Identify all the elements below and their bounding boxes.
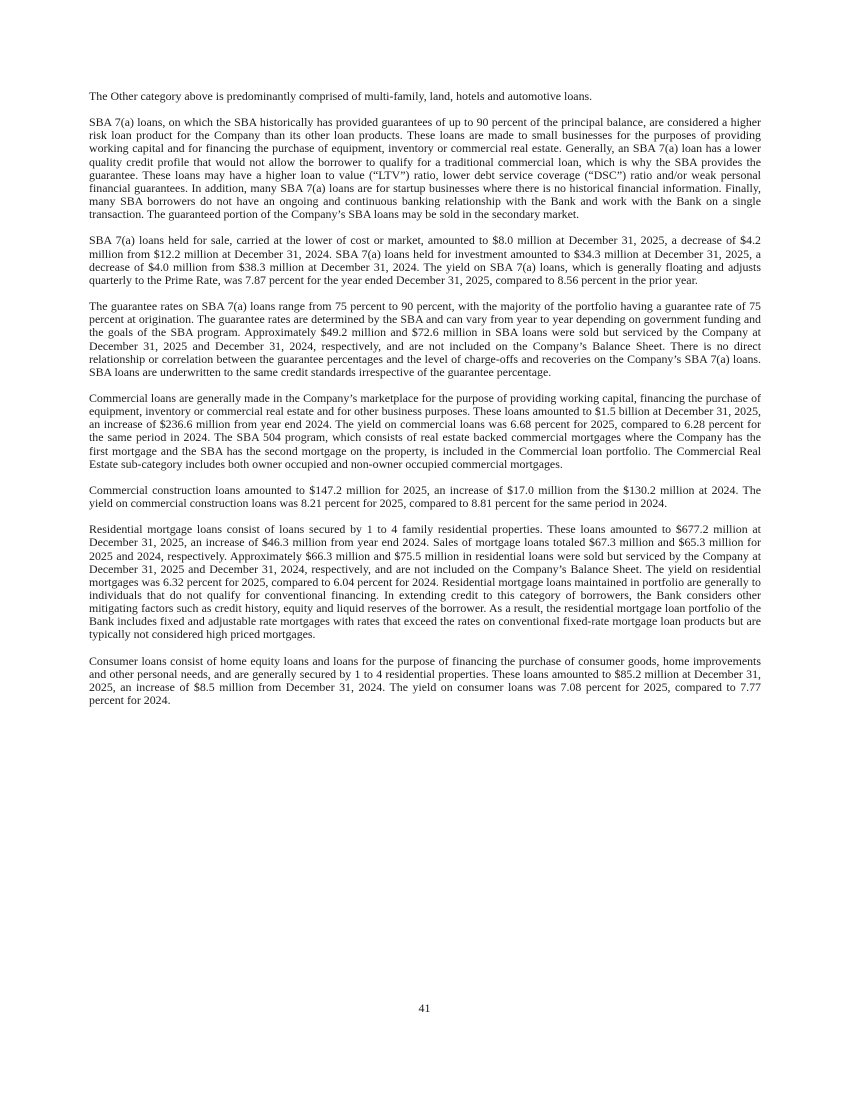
page-number: 41 (418, 1001, 431, 1015)
paragraph-commercial-construction: Commercial construction loans amounted to $147.2 million for 2025, an increase of $17.0 million from the $130.2 million at 2024. The yield on commercial construction loans was 8.21 percent for 2025, compared to 8.81 percent for the same period in 2024. (89, 482, 761, 511)
paragraph-sba-7a-balances: SBA 7(a) loans held for sale, carried at the lower of cost or market, amounted to $8.0 million at December 31, 2025, a decrease of $4.2 million from $12.2 million at December 31, 2024. SBA 7(a) loans held for investment amounted to $34.3 million at December 31, 2025, a decrease of $4.0 million from $38.3 million at December 31, 2024. The yield on SBA 7(a) loans, which is generally floating and adjusts quarterly to the Prime Rate, was 7.87 percent for the year ended December 31, 2025, compared to 8.56 percent in the prior year. (89, 233, 761, 287)
paragraph-commercial-loans: Commercial loans are generally made in the Company’s marketplace for the purpose of providing working capital, financing the purchase of equipment, inventory or commercial real estate and for other business purposes. These loans amounted to $1.5 billion at December 31, 2025, an increase of $236.6 million from year end 2024. The yield on commercial loans was 6.68 percent for 2025, compared to 6.28 percent for the same period in 2024. The SBA 504 program, which consists of real estate backed commercial mortgages where the Company has the first mortgage and the SBA has the second mortgage on the property, is included in the Commercial loan portfolio. The Commercial Real Estate sub-category includes both owner occupied and non-owner occupied commercial mortgages. (89, 390, 761, 471)
document-body (89, 90, 761, 707)
paragraph-sba-7a-overview: SBA 7(a) loans, on which the SBA historically has provided guarantees of up to 90 percent of the principal balance, are considered a higher risk loan product for the Company than its other loan products. These loans are made to small businesses for the purposes of providing working capital and for financing the purchase of equipment, inventory or commercial real estate. Generally, an SBA 7(a) loan has a lower quality credit profile that would not allow the borrower to qualify for a traditional commercial loan, which is why the SBA provides the guarantee. These loans may have a higher loan to value (“LTV”) ratio, lower debt service coverage (“DSC”) ratio and/or weak personal financial guarantees. In addition, many SBA 7(a) loans are for startup businesses where there is no historical financial information. Finally, many SBA borrowers do not have an ongoing and continuous banking relationship with the Bank and work with the Bank on a single transaction. The guaranteed portion of the Company’s SBA loans may be sold in the secondary market. (89, 115, 761, 222)
paragraph-residential-mortgage: Residential mortgage loans consist of loans secured by 1 to 4 family residential properties. These loans amounted to $677.2 million at December 31, 2025, an increase of $46.3 million from year end 2024. Sales of mortgage loans totaled $67.3 million and $65.3 million for 2025 and 2024, respectively. Approximately $66.3 million and $75.5 million in residential loans were sold but serviced by the Company at December 31, 2025 and December 31, 2024, respectively, and are not included on the Company’s Balance Sheet. The yield on residential mortgages was 6.32 percent for 2025, compared to 6.04 percent for 2024. Residential mortgage loans maintained in portfolio are generally to individuals that do not qualify for conventional financing. In extending credit to this category of borrowers, the Bank considers other mitigating factors such as credit history, equity and liquid reserves of the borrower. As a result, the residential mortgage loan portfolio of the Bank includes fixed and adjustable rate mortgages with rates that exceed the rates on conventional fixed-rate mortgage loan products but are typically not considered high priced mortgages. (89, 522, 761, 642)
paragraph-other-category: The Other category above is predominantly comprised of multi-family, land, hotels and automotive loans. (89, 89, 593, 103)
paragraph-sba-guarantee-rates: The guarantee rates on SBA 7(a) loans range from 75 percent to 90 percent, with the majority of the portfolio having a guarantee rate of 75 percent at origination. The guarantee rates are determined by the SBA and can vary from year to year depending on government funding and the goals of the SBA program. Approximately $49.2 million and $72.6 million in SBA loans were sold but serviced by the Company at December 31, 2025 and December 31, 2024, respectively, and are not included on the Company’s Balance Sheet. There is no direct relationship or correlation between the guarantee percentages and the level of charge-offs and recoveries on the Company’s SBA 7(a) loans. SBA loans are underwritten to the same credit standards irrespective of the guarantee percentage. (89, 299, 761, 379)
paragraph-consumer-loans: Consumer loans consist of home equity loans and loans for the purpose of financing the purchase of consumer goods, home improvements and other personal needs, and are generally secured by 1 to 4 residential properties. These loans amounted to $85.2 million at December 31, 2025, an increase of $8.5 million from December 31, 2024. The yield on consumer loans was 7.08 percent for 2025, compared to 7.77 percent for 2024. (89, 653, 761, 708)
